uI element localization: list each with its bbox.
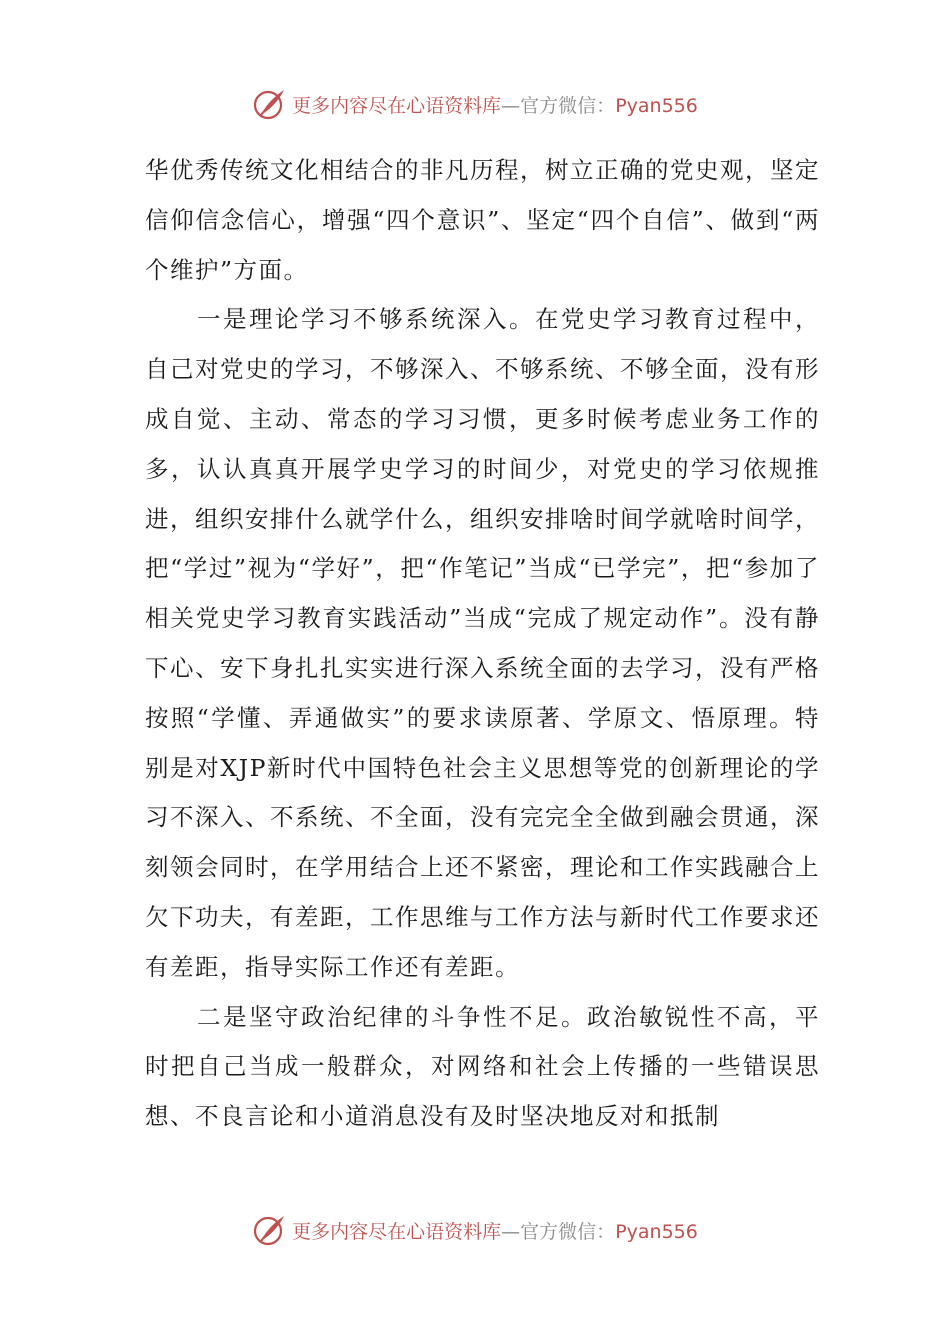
banner-account: Pyan556 (615, 94, 698, 117)
paragraph-theory-study: 一是理论学习不够系统深入。在党史学习教育过程中，自己对党史的学习，不够深入、不够系统、不够全面，没有形成自觉、主动、常态的学习习惯，更多时候考虑业务工作的多，认认真真开展学史学习的时间少，对党史的学习依规推进，组织安排什么就学什么，组织安排啥时间学就啥时间学，把“学过”视为“学好”，把“作笔记”当成“已学完”，把“参加了相关党史学习教育实践活动”当成“完成了规定动作”。没有静下心、安下身扎扎实实进行深入系统全面的去学习，没有严格按照“学懂、弄通做实”的要求读原著、学原文、悟原理。特别是对XJP新时代中国特色社会主义思想等党的创新理论的学习不深入、不系统、不全面，没有完完全全做到融会贯通，深刻领会同时，在学用结合上还不紧密，理论和工作实践融合上欠下功夫，有差距，工作思维与工作方法与新时代工作要求还有差距，指导实际工作还有差距。 (145, 305, 820, 981)
banner-text: 更多内容尽在心语资料库 (292, 1220, 502, 1243)
quill-logo-icon (252, 86, 288, 122)
banner-label (292, 1217, 698, 1244)
header-watermark (0, 84, 950, 124)
paragraph-continued: 华优秀传统文化相结合的非凡历程，树立正确的党史观，坚定信仰信念信心，增强“四个意识”、坚定“四个自信”、做到“两个维护”方面。 (145, 156, 820, 284)
banner-official: 官方微信： (520, 1220, 616, 1243)
document-body (145, 146, 820, 1142)
footer-watermark (0, 1210, 950, 1250)
banner-text: 更多内容尽在心语资料库 (292, 94, 502, 117)
banner-account: Pyan556 (615, 1220, 698, 1243)
quill-logo-icon (252, 1212, 288, 1248)
banner-official: 官方微信： (520, 94, 616, 117)
banner-dash: — (501, 1220, 521, 1243)
banner-label (292, 91, 698, 118)
paragraph-political-discipline: 二是坚守政治纪律的斗争性不足。政治敏锐性不高，平时把自己当成一般群众，对网络和社会上传播的一些错误思想、不良言论和小道消息没有及时坚决地反对和抵制 (145, 1002, 820, 1131)
banner-dash: — (501, 94, 521, 117)
